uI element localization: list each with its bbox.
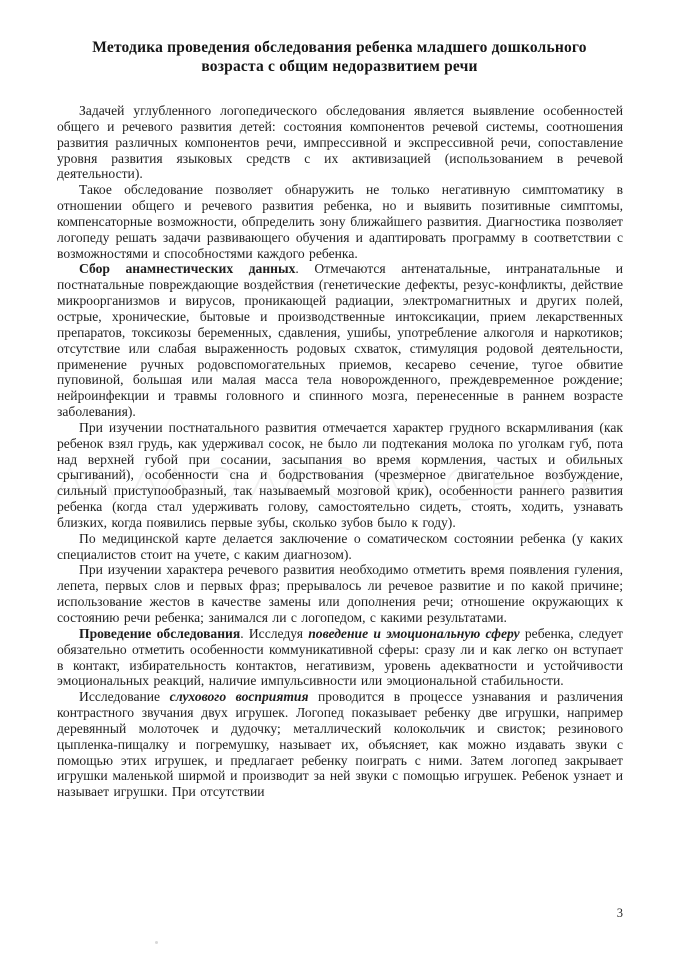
paragraph — [57, 103, 623, 182]
paragraph — [57, 626, 623, 689]
paragraph — [57, 531, 623, 563]
text-run: проводится в процессе узнавания и различения контрастного звучания двух игрушек. Логопед показывает ребенку две игрушки, например деревянный молоточек и дудочку; металлический колокольчик и свисток; резинового цыпленка-пищалку и погремушку, называет их, объясняет, как можно издавать звуки с помощью этих игрушек, и предлагает ребенку поиграть с ними. Затем логопед закрывает игрушки маленькой ширмой и производит за ней звуки с помощью игрушек. Ребенок узнает и называет игрушки. При отсутствии — [57, 689, 624, 800]
text-run: Задачей углубленного логопедического обследования является выявление особенностей общего и речевого развития детей: состояния компонентов речевой системы, соотношения развития различных компонентов речи, импрессивной и экспрессивной речи, сопоставление уровня развития языковых средств с их активизацией (использованием в речевой деятельности). — [57, 103, 623, 182]
bold-italic-run: слухового восприятия — [169, 689, 309, 705]
text-run: ребенка, следует обязательно отметить особенности коммуникативной сферы: сразу ли и как легко он вступает в контакт, избирательность контактов, негативизм, уровень адекватности и устойчивости эмоциональных реакций, наличие импульсивности или эмоциональной стабильности. — [57, 625, 623, 689]
body-paragraphs — [57, 103, 623, 800]
text-run: . Отмечаются антенатальные, интранатальные и постнатальные повреждающие воздействия (генетические дефекты, резус-конфликты, действие микроорганизмов и вирусов, проникающей радиации, электромагнитных и других полей, острые, хронические, бытовые и производственные интоксикации, прием лекарственных препаратов, токсикозы беременных, сдавления, ушибы, употребление алкоголя и наркотиков; отсутствие или слабая выраженность родовых схваток, стимуляция родовой деятельности, применение ручных родовспомогательных приемов, кесарево сечение, тугое обвитие пуповиной, большая или малая масса тела новорожденного, преждевременное рождение; нейроинфекции и травмы головного и спинного мозга, перенесенные в раннем возрасте заболевания). — [57, 261, 624, 420]
text-run: При изучении постнатального развития отмечается характер грудного вскармливания (как ребенок взял грудь, как удерживал сосок, не было ли подтекания молока по уголкам губ, пота над верхней губой при сосании, засыпания во время кормления, частых и обильных срыгиваний), особенности сна и бодрствования (чрезмерное двигательное возбуждение, сильный приступообразный, так называемый мозговой крик), особенности раннего развития ребенка (когда стал удерживать голову, самостоятельно сидеть, стоять, ходить, узнавать близких, когда появились первые зубы, сколько зубов было к году). — [57, 419, 623, 530]
text-run: Исследование — [79, 689, 170, 705]
page-title: Методика проведения обследования ребенка младшего дошкольного возраста с общим недоразвитием речи — [92, 39, 587, 75]
paragraph — [57, 689, 623, 800]
paragraph — [57, 182, 623, 261]
bold-run: Сбор анамнестических данных — [79, 261, 296, 277]
text-run: По медицинской карте делается заключение о соматическом состоянии ребенка (у каких специалистов стоит на учете, с каким диагнозом). — [57, 530, 623, 562]
paragraph — [57, 420, 623, 531]
bold-run: Проведение обследования — [79, 625, 241, 641]
text-run: Такое обследование позволяет обнаружить не только негативную симптоматику в отношении общего и речевого развития ребенка, но и выявить позитивные симптомы, компенсаторные возможности, обпределить зону ближайшего развития. Диагностика позволяет логопеду решать задачи развивающего обучения и адаптировать программу в соответствии с возможностями и способностями каждого ребенка. — [57, 182, 623, 261]
text-run: . Исследуя — [240, 625, 309, 641]
paragraph — [57, 261, 623, 419]
paragraph — [57, 562, 623, 625]
text-run: При изучении характера речевого развития необходимо отметить время появления гуления, лепета, первых слов и первых фраз; прерывалось ли речевое развитие и по какой причине; использование жестов в качестве замены или дополнения речи; отношение окружающих к состоянию речи ребенка; занимался ли с логопедом, с какими результатами. — [57, 562, 623, 625]
bold-italic-run: поведение и эмоциональную сферу — [308, 625, 520, 641]
scan-artifact — [155, 941, 158, 944]
page-number: 3 — [616, 906, 623, 920]
